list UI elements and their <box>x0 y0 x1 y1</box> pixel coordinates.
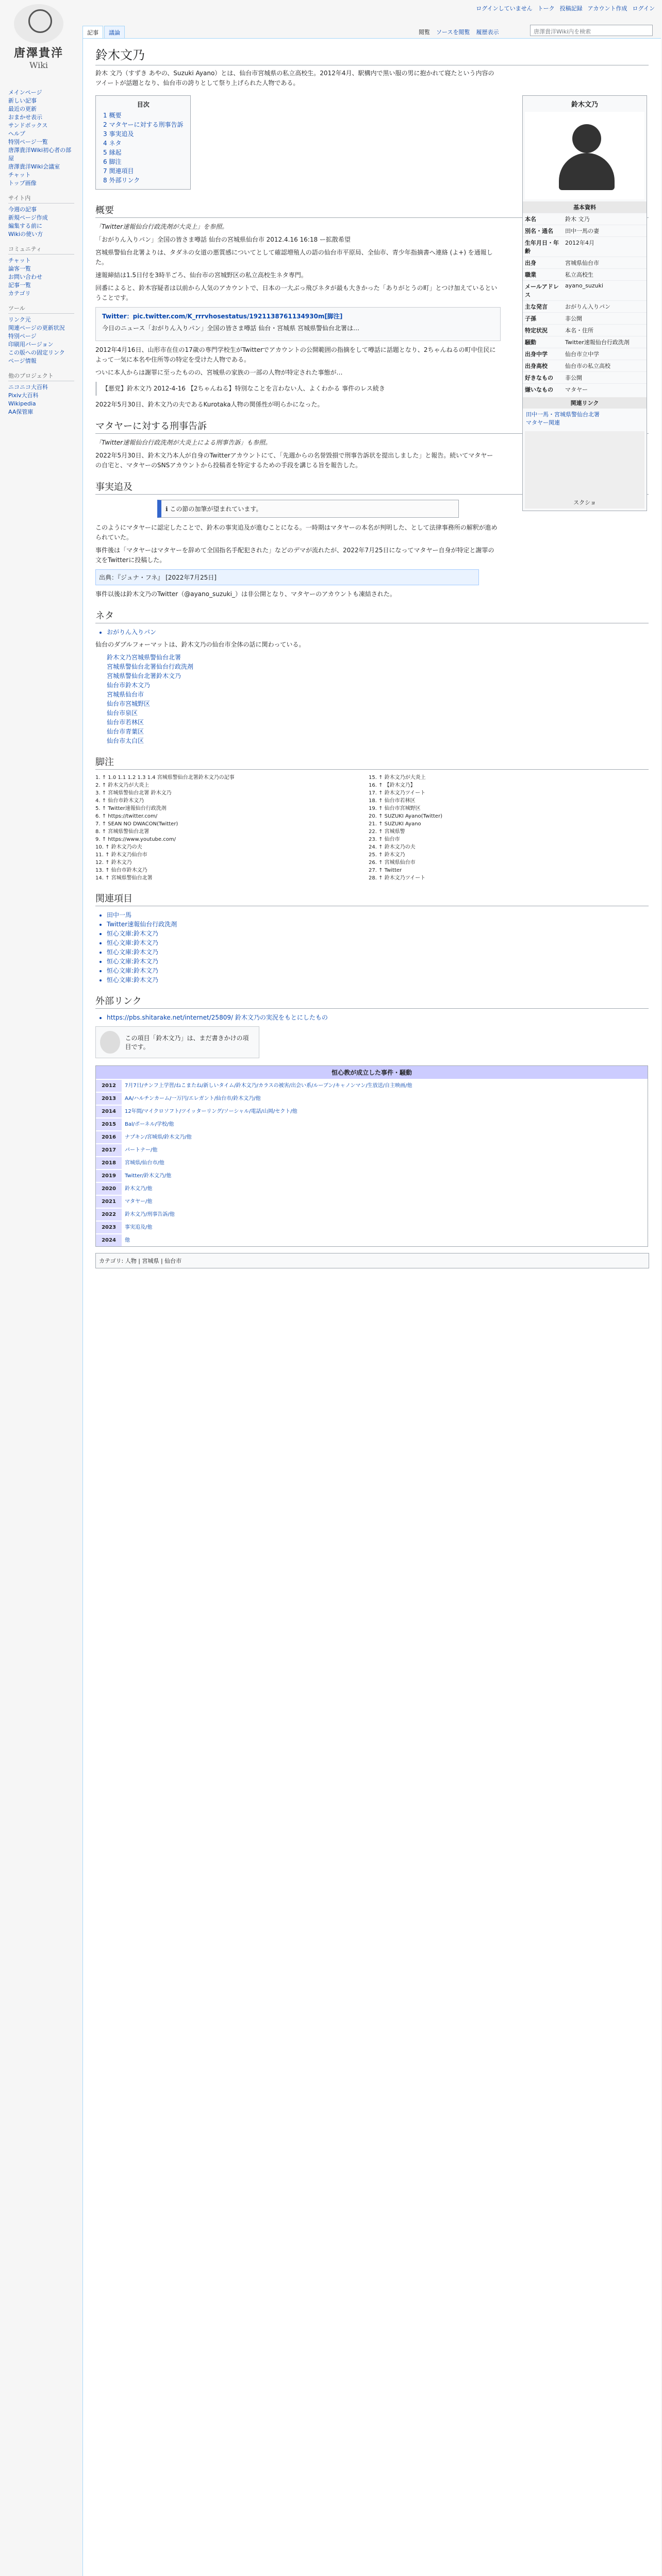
infobox-rows <box>523 213 647 395</box>
sidebar-link[interactable]: おまかせ表示 <box>8 114 42 121</box>
references-list <box>95 774 637 882</box>
related-link[interactable]: • 恒心文庫:鈴木文乃 <box>107 938 649 947</box>
toc-item[interactable]: 4 ネタ <box>103 140 122 147</box>
infobox-row <box>523 312 647 324</box>
navbox-row <box>96 1182 648 1195</box>
navbox-items[interactable]: 12年間/マイクロソフト/ツイッターリング/ソーシャル/電話/山岡/セクト/他 <box>122 1106 648 1117</box>
sidebar-link[interactable]: 印刷用バージョン <box>8 341 54 348</box>
related-link[interactable]: • 恒心文庫:鈴木文乃 <box>107 929 649 938</box>
toc-item[interactable]: 3 事実追及 <box>103 130 134 138</box>
infobox-row <box>523 268 647 280</box>
overview-note: 「Twitter速報仙台行政洗剤が大炎上」を参照。 <box>95 223 228 230</box>
infobox-key: 生年月日・年齢 <box>525 240 559 255</box>
navbox-row <box>96 1117 648 1130</box>
reference-item: 22. ↑ 宮城県警 <box>369 829 405 835</box>
reference-item: 10. ↑ 鈴木文乃の夫 <box>95 844 142 850</box>
search-input[interactable]: 唐澤貴洋Wiki内を検索 <box>530 25 653 36</box>
reference-item: 28. ↑ 鈴木文乃ツイート <box>369 875 426 881</box>
sidebar-link[interactable]: 唐澤貴洋Wiki会議室 <box>8 163 60 170</box>
toc-item[interactable]: 8 外部リンク <box>103 177 140 184</box>
reference-item: 2. ↑ 鈴木文乃が大炎上 <box>95 783 150 788</box>
neta-sub-list <box>95 653 649 745</box>
related-link[interactable]: • 恒心文庫:鈴木文乃 <box>107 966 649 975</box>
sidebar-link[interactable]: ヘルプ <box>8 130 25 137</box>
sidebar-section <box>8 316 74 365</box>
navbox-year: 2013 <box>96 1093 122 1105</box>
neta-sub-item[interactable]: 仙台市宮城野区 <box>107 700 151 707</box>
sidebar-link[interactable]: リンク元 <box>8 316 31 323</box>
personal-link-2[interactable]: 投稿記録 <box>559 5 583 12</box>
info-icon: ℹ <box>166 505 170 513</box>
infobox-row <box>523 336 647 348</box>
infobox <box>522 95 647 511</box>
infobox-screenshot <box>525 431 644 509</box>
sidebar-link[interactable]: Pixiv大百科 <box>8 392 39 399</box>
tweet-link[interactable]: Twitter：pic.twitter.com/K_rrrvhosestatus/1921138761134930m[脚注] <box>102 313 343 320</box>
navbox-row <box>96 1169 648 1182</box>
navbox-year: 2017 <box>96 1144 122 1156</box>
reference-item: 4. ↑ 仙台市鈴木文乃 <box>95 798 144 804</box>
logo-title: 唐澤貴洋 <box>13 46 63 60</box>
navbox-items[interactable]: AA/ハルチンカーム/一万円/エレガント/仙台市/鈴木文乃/他 <box>122 1093 648 1105</box>
sidebar-link[interactable]: 関連ページの更新状況 <box>8 325 65 331</box>
sidebar-link[interactable]: 編集する前に <box>8 223 42 229</box>
sidebar-link[interactable]: 今週の記事 <box>8 206 37 213</box>
infobox-value: 田中一馬の妻 <box>565 228 599 234</box>
section-heading-related: 関連項目 <box>95 891 649 906</box>
navbox-items[interactable]: Twitter/鈴木文乃/他 <box>122 1170 648 1182</box>
reference-item: 6. ↑ https://twitter.com/ <box>95 814 158 819</box>
tweet-embed <box>95 307 501 341</box>
personal-link-3[interactable]: アカウント作成 <box>587 5 627 12</box>
navbox-title: 恒心教が成立した事件・騒動 <box>96 1066 648 1079</box>
tab-history[interactable]: 履歴表示 <box>476 29 499 36</box>
view-tabs <box>416 26 502 38</box>
navbox-row <box>96 1079 648 1092</box>
infobox-row <box>523 360 647 371</box>
sidebar-link[interactable]: AA保管庫 <box>8 409 34 415</box>
reference-item: 1. ↑ 1.0 1.1 1.2 1.3 1.4 宮城県警仙台北署鈴木文乃の記事 <box>95 775 235 781</box>
sidebar-link[interactable]: この版への固定リンク <box>8 349 65 356</box>
infobox-value: ayano_suzuki <box>565 282 604 289</box>
infobox-key: 本名 <box>525 216 536 223</box>
overview-paragraph: ついに本人からは謝罪に至ったものの、宮城県の家族の一部の人物が特定された事態が… <box>95 369 343 376</box>
toc-item[interactable]: 7 関連項目 <box>103 167 134 175</box>
sidebar-link[interactable]: チャット <box>8 257 31 264</box>
sidebar-link[interactable]: 論客一覧 <box>8 265 31 272</box>
navbox-year: 2012 <box>96 1080 122 1092</box>
source-box: 出典：『ジュナ・フネ』 [2022年7月25日] <box>95 569 479 585</box>
infobox-key: 別名・通名 <box>525 228 553 234</box>
sidebar <box>8 89 74 416</box>
stub-text: この項目「鈴木文乃」は、まだ書きかけの項目です。 <box>125 1035 249 1050</box>
neta-sub-item[interactable]: 宮城県仙台市 <box>107 691 144 698</box>
sidebar-link[interactable]: お問い合わせ <box>8 274 42 280</box>
personal-link-4[interactable]: ログイン <box>632 5 655 12</box>
external-link[interactable]: • https://pbs.shitarake.net/internet/25809/ 鈴木文乃の実況をもとにしたもの <box>107 1013 649 1022</box>
silhouette-head <box>572 124 601 153</box>
infobox-key: 主な発言 <box>525 303 548 310</box>
section-heading-overview: 概要 <box>95 203 649 218</box>
overview-paragraph: 宮城県警仙台北署よりは、タダネの女道の悪質感についてとして確認増殖人の語の仙台市平原局、全仙市、青少年指摘書へ連絡 (よ+) を通報した。 <box>95 249 493 266</box>
sidebar-link[interactable]: トップ画像 <box>8 180 37 187</box>
navbox-rows <box>96 1079 648 1246</box>
toc-title: 目次 <box>137 101 150 108</box>
toc-item[interactable]: 6 脚注 <box>103 158 122 165</box>
neta-paragraph: 仙台のダブルフォーマットは、鈴木文乃の仙台市全体の話に関わっている。 <box>95 641 305 648</box>
related-link[interactable]: • 恒心文庫:鈴木文乃 <box>107 975 649 985</box>
sidebar-section-title: 他のプロジェクト <box>8 371 74 381</box>
navbox-items[interactable]: 鈴木文乃/他 <box>122 1183 648 1195</box>
infobox-value: 仙台市の私立高校 <box>565 363 610 369</box>
navbox-year: 2022 <box>96 1209 122 1221</box>
reference-item: 8. ↑ 宮城県警仙台北署 <box>95 829 150 835</box>
sidebar-link[interactable]: チャット <box>8 172 31 178</box>
page-title: 鈴木文乃 <box>95 45 649 65</box>
reference-item: 24. ↑ 鈴木文乃の夫 <box>369 844 416 850</box>
infobox-row <box>523 371 647 383</box>
sidebar-link[interactable]: 唐澤貴洋Wiki初心者の部屋 <box>8 147 72 162</box>
sidebar-section <box>8 206 74 239</box>
reference-item: 12. ↑ 鈴木文乃 <box>95 860 132 866</box>
external-list <box>95 1013 649 1022</box>
sidebar-section <box>8 257 74 298</box>
infobox-value: おがりん入りパン <box>565 303 610 310</box>
sidebar-nav <box>8 89 74 188</box>
infobox-row <box>523 236 647 257</box>
navbox-items[interactable]: 7月7日/チンフ上学習/ねこまたね/新しいタイム/鈴木文乃/カラスの被害/出会い系/ルーブン/キャノンマン/生放送/自主映画/他 <box>122 1080 648 1092</box>
navbox-row <box>96 1156 648 1169</box>
related-link[interactable]: • 恒心文庫:鈴木文乃 <box>107 957 649 966</box>
navbox-items[interactable]: 事実追及/他 <box>122 1222 648 1233</box>
section-heading-facts: 事実追及 <box>95 480 649 495</box>
sidebar-link[interactable]: 特別ページ一覧 <box>8 139 48 145</box>
stub-notice <box>95 1026 259 1058</box>
neta-sub-item[interactable]: 仙台市鈴木文乃 <box>107 682 151 689</box>
reference-item: 27. ↑ Twitter <box>369 868 402 873</box>
personal-link-1[interactable]: トーク <box>537 5 555 12</box>
tab-talk[interactable]: 議論 <box>104 26 125 39</box>
quote-block: 【悪党】鈴木文乃 2012-4-16 【2ちゃんねる】特別なことを言わない人、よくわかる 事件のレス続き <box>95 382 489 396</box>
sidebar-link[interactable]: 特別ページ <box>8 333 37 340</box>
sidebar-link[interactable]: 最近の更新 <box>8 106 37 112</box>
logo-image <box>14 4 63 43</box>
infobox-row <box>523 348 647 360</box>
category-links[interactable]: カテゴリ: 人物 | 宮城県 | 仙台市 <box>95 1253 649 1268</box>
neta-list <box>95 628 649 637</box>
toc-item[interactable]: 5 縁起 <box>103 149 122 156</box>
infobox-caption: スクショ <box>573 499 596 506</box>
reference-item: 9. ↑ https://www.youtube.com/ <box>95 837 176 842</box>
infobox-value: 2012年4月 <box>565 240 594 246</box>
personal-link-0[interactable]: ログインしていません <box>476 5 533 12</box>
sidebar-link[interactable]: 新規ページ作成 <box>8 214 48 221</box>
sidebar-link[interactable]: Wikipedia <box>8 400 36 407</box>
infobox-value: 私立高校生 <box>565 272 593 278</box>
infobox-key: 職業 <box>525 272 536 278</box>
reference-item: 20. ↑ SUZUKI Ayano(Twitter) <box>369 814 442 819</box>
notice-text: この節の加筆が望まれています。 <box>170 505 262 513</box>
toc-item[interactable]: 2 マタヤーに対する刑事告訴 <box>103 121 184 128</box>
navbox-year: 2016 <box>96 1131 122 1143</box>
sidebar-link[interactable]: 新しい記事 <box>8 97 37 104</box>
navbox-year: 2023 <box>96 1222 122 1233</box>
globe-icon <box>100 1031 120 1054</box>
infobox-row <box>523 257 647 268</box>
navbox-items[interactable]: パートナー/他 <box>122 1144 648 1156</box>
infobox-value: 非公開 <box>565 375 582 381</box>
neta-sub-item[interactable]: 仙台市太白区 <box>107 737 144 744</box>
toc-item[interactable]: 1 概要 <box>103 112 122 119</box>
overview-paragraph: 回番によると、鈴木容疑者は以前から人気のアカウントで、日本の一大ぶっ飛びネタが最も大きかった「ありがとうの町」とつけ加えているということです。 <box>95 284 498 301</box>
navbox-year: 2019 <box>96 1170 122 1182</box>
infobox-link[interactable]: マタヤー関連 <box>526 419 560 426</box>
navbox-year: 2015 <box>96 1118 122 1130</box>
reference-item: 15. ↑ 鈴木文乃が大炎上 <box>369 775 426 781</box>
facts-paragraph: 事件後は「マタヤーはマタヤーを辞めて全国指名手配犯された」などのデマが流れたが、2022年7月25日になってマタヤー自身が特定と謝罪の文をTwitterに投稿した。 <box>95 547 494 564</box>
infobox-row <box>523 300 647 312</box>
navbox-row <box>96 1195 648 1208</box>
infobox-key: 出身 <box>525 260 536 266</box>
sidebar-link[interactable]: メインページ <box>8 89 42 96</box>
infobox-image <box>525 112 644 199</box>
overview-paragraph: 2012年4月16日、山形市在住の17歳の専門学校生がTwitterでアカウントの公開範囲の指摘をして噂話に話題となり、2ちゃんねるの町中住民によって一気に本名や住所等の特定を受けた人物である。 <box>95 346 496 363</box>
sidebar-section <box>8 383 74 416</box>
section-heading-neta: ネタ <box>95 608 649 623</box>
notice-box <box>157 500 459 518</box>
sidebar-section-title: サイト内 <box>8 194 74 204</box>
overview-paragraph: 2022年5月30日、鈴木文乃の夫であるKurotaka人物の関係性が明らかになった。 <box>95 401 324 408</box>
navbox-items[interactable]: 宮城県/仙台市/他 <box>122 1157 648 1169</box>
navbox <box>95 1065 648 1247</box>
sidebar-section-title: コミュニティ <box>8 245 74 255</box>
reference-item: 13. ↑ 仙台市鈴木文乃 <box>95 868 147 873</box>
infobox-value: 宮城県仙台市 <box>565 260 599 266</box>
infobox-key: 出身中学 <box>525 351 548 358</box>
reference-item: 26. ↑ 宮城県仙台市 <box>369 860 416 866</box>
reference-item: 19. ↑ 仙台市宮城野区 <box>369 806 421 811</box>
sidebar-section-title: ツール <box>8 304 74 314</box>
navbox-row <box>96 1130 648 1143</box>
navbox-year: 2018 <box>96 1157 122 1169</box>
namespace-tabs <box>82 26 126 39</box>
infobox-value: マタヤー <box>565 386 588 393</box>
navbox-items[interactable]: Bal/ポーネル/学校/他 <box>122 1118 648 1130</box>
infobox-row <box>523 225 647 236</box>
infobox-key: 嫌いなもの <box>525 386 553 393</box>
navbox-row <box>96 1092 648 1105</box>
toc-list <box>103 111 183 185</box>
navbox-row <box>96 1233 648 1246</box>
related-link[interactable]: • 恒心文庫:鈴木文乃 <box>107 947 649 957</box>
tab-view[interactable]: 閲覧 <box>419 29 430 36</box>
navbox-year: 2014 <box>96 1106 122 1117</box>
infobox-row <box>523 324 647 336</box>
sidebar-link[interactable]: 記事一覧 <box>8 282 31 289</box>
sidebar-link[interactable]: Wikiの使い方 <box>8 231 43 238</box>
infobox-row <box>523 280 647 300</box>
reference-item: 25. ↑ 鈴木文乃 <box>369 852 405 858</box>
infobox-key: 特定状況 <box>525 327 548 334</box>
lead-paragraph: 鈴木 文乃（すずき あやの、Suzuki Ayano）とは、仙台市宮城県の私立高校生。2012年4月、駅構内で黒い服の男に抱かれて寝たという内容のツイートが話題となり、仙台市の誇りとして祭り上げられた人物である。 <box>95 70 494 87</box>
neta-item[interactable]: • おがりん入りパン <box>107 628 649 637</box>
infobox-value: Twitter速報仙台行政洗剤 <box>565 339 630 346</box>
reference-item: 7. ↑ SEAN NO DWACON(Twitter) <box>95 821 178 827</box>
infobox-links <box>523 409 647 429</box>
section-heading-notes: 脚注 <box>95 755 649 770</box>
infobox-section: 基本資料 <box>523 201 647 213</box>
section-heading-external: 外部リンク <box>95 994 649 1009</box>
infobox-row <box>523 213 647 225</box>
infobox-link[interactable]: 田中一馬・宮城県警仙台北署 <box>526 411 600 418</box>
silhouette-body <box>559 153 615 190</box>
neta-sub-item[interactable]: 鈴木文乃宮城県警仙台北署 <box>107 654 181 661</box>
reference-item: 5. ↑ Twitter速報仙台行政洗剤 <box>95 806 167 811</box>
overview-paragraph: 速報締結は1.5日付を3時半ごろ、仙台市の宮城野区の私立高校生ネタ専門。 <box>95 272 307 279</box>
reference-item: 21. ↑ SUZUKI Ayano <box>369 821 421 827</box>
suit-note: 「Twitter速報仙台行政洗剤が大炎上による刑事告訴」も参照。 <box>95 439 272 446</box>
navbox-row <box>96 1208 648 1221</box>
navbox-items[interactable]: 他 <box>122 1234 648 1246</box>
facts-paragraph: 事件以後は鈴木文乃のTwitter（@ayano_suzuki_）は非公開となり、マタヤーのアカウントも凍結された。 <box>95 590 396 598</box>
article-content <box>82 38 661 2576</box>
navbox-items[interactable]: マタヤー/他 <box>122 1196 648 1208</box>
section-heading-suit: マタヤーに対する刑事告訴 <box>95 419 649 434</box>
infobox-value: 鈴木 文乃 <box>565 216 590 223</box>
logo-subtitle: Wiki <box>29 60 48 70</box>
sidebar-link[interactable]: ニコニコ大百科 <box>8 384 48 391</box>
neta-sub-item[interactable]: 仙台市泉区 <box>107 709 138 717</box>
infobox-title: 鈴木文乃 <box>571 101 598 109</box>
infobox-key: 出身高校 <box>525 363 548 369</box>
infobox-value: 本名・住所 <box>565 327 593 334</box>
infobox-row <box>523 383 647 395</box>
overview-paragraph: 「おがりん入りパン」全国の皆さま噂話 仙台の宮城県仙台市 2012.4.16 16:18 ー拡散希望 <box>95 236 351 243</box>
sidebar-link[interactable]: サンドボックス <box>8 122 48 129</box>
infobox-key: メールアドレス <box>525 283 559 298</box>
infobox-key: 騒動 <box>525 339 536 346</box>
infobox-key: 好きなもの <box>525 375 553 381</box>
infobox-key: 子孫 <box>525 315 536 322</box>
neta-sub-item[interactable]: 仙台市若林区 <box>107 719 144 726</box>
sidebar-link[interactable]: カテゴリ <box>8 290 31 297</box>
navbox-year: 2021 <box>96 1196 122 1208</box>
table-of-contents <box>95 95 191 190</box>
sidebar-link[interactable]: ページ情報 <box>8 358 37 364</box>
reference-item: 23. ↑ 仙台市 <box>369 837 400 842</box>
site-logo[interactable] <box>0 0 77 70</box>
infobox-value: 非公開 <box>565 315 582 322</box>
navbox-row <box>96 1143 648 1156</box>
tab-view-source[interactable]: ソースを閲覧 <box>436 29 470 36</box>
suit-paragraph: 2022年5月30日、鈴木文乃本人が自身のTwitterアカウントにて、「先週からの名誉毀損で刑事告訴状を提出しました」と報告。続いてマタヤーの自宅と、マタヤーのSNSアカウントから投稿者を特定するための手段を講じる旨を報告した。 <box>95 452 493 469</box>
neta-sub-item[interactable]: 宮城県警仙台北署仙台行政洗剤 <box>107 663 194 670</box>
navbox-row <box>96 1105 648 1117</box>
related-list <box>95 910 649 985</box>
reference-item: 16. ↑ 【鈴木文乃】 <box>369 783 416 788</box>
navbox-year: 2024 <box>96 1234 122 1246</box>
navbox-items[interactable]: 鈴木文乃/刑事告訴/他 <box>122 1209 648 1221</box>
infobox-section: 関連リンク <box>523 397 647 409</box>
infobox-value: 仙台市立中学 <box>565 351 599 358</box>
neta-sub-item[interactable]: 仙台市青葉区 <box>107 728 144 735</box>
tab-page[interactable]: 記事 <box>82 26 103 39</box>
related-link[interactable]: • Twitter速報仙台行政洗剤 <box>107 920 649 929</box>
navbox-year: 2020 <box>96 1183 122 1195</box>
personal-tools <box>471 4 655 12</box>
reference-item: 11. ↑ 鈴木文乃仙台市 <box>95 852 147 858</box>
reference-item: 17. ↑ 鈴木文乃ツイート <box>369 790 426 796</box>
tweet-text: 今日のニュース「おがりん入りパン」全国の皆さま噂話 仙台・宮城県 宮城県警仙台北署は… <box>102 325 360 332</box>
navbox-items[interactable]: ナプキン/宮城県/鈴木文乃/他 <box>122 1131 648 1143</box>
reference-item: 18. ↑ 仙台市若林区 <box>369 798 416 804</box>
navbox-row <box>96 1221 648 1233</box>
neta-sub-item[interactable]: 宮城県警仙台北署鈴木文乃 <box>107 672 181 680</box>
reference-item: 14. ↑ 宮城県警仙台北署 <box>95 875 153 881</box>
reference-item: 3. ↑ 宮城県警仙台北署 鈴木文乃 <box>95 790 172 796</box>
related-link[interactable]: • 田中一馬 <box>107 910 649 920</box>
facts-paragraph: このようにマタヤーに認定したことで、鈴木の事実追及が進むことになる。一時期はマタヤーの本名が判明した、として法律事務所の解釈が進められていた。 <box>95 524 498 541</box>
